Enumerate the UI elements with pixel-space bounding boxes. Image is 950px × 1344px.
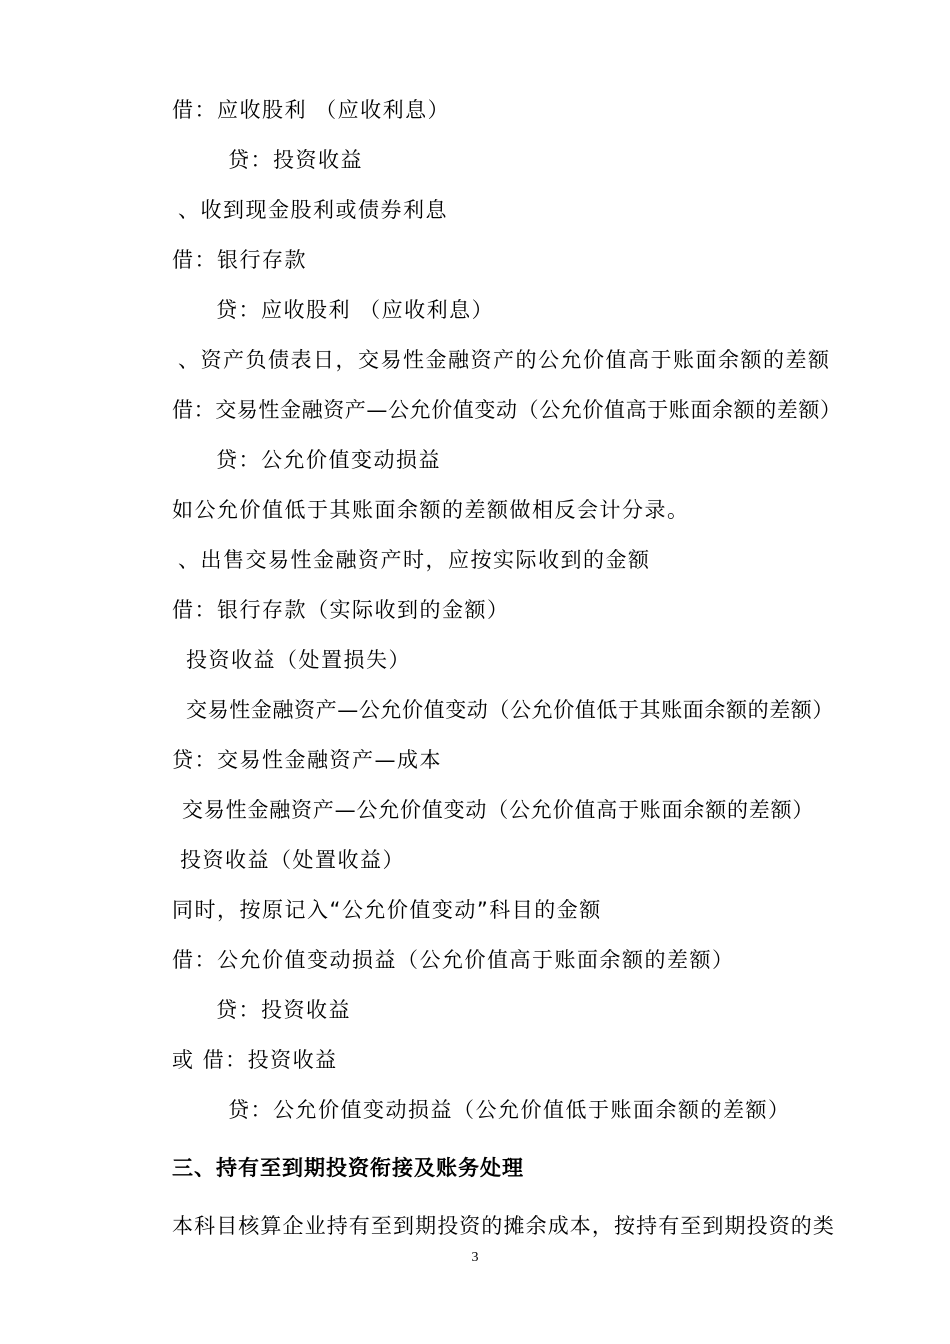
note-simultaneously: 同时，按原记入“公允价值变动”科目的金额	[172, 898, 602, 922]
journal-debit-fair-value-change: 借：交易性金融资产—公允价值变动（公允价值高于账面余额的差额）	[172, 398, 842, 422]
step-sell-financial-assets: 、出售交易性金融资产时，应按实际收到的金额	[178, 548, 651, 572]
journal-debit-fair-value-gain-loss: 借：公允价值变动损益（公允价值高于账面余额的差额）	[172, 948, 735, 972]
body-paragraph: 本科目核算企业持有至到期投资的摊余成本，按持有至到期投资的类	[172, 1214, 835, 1238]
journal-investment-loss: 投资收益（处置损失）	[186, 648, 411, 672]
journal-fair-value-change-higher: 交易性金融资产—公允价值变动（公允价值高于账面余额的差额）	[182, 798, 815, 822]
journal-credit-cost: 贷：交易性金融资产—成本	[172, 748, 442, 772]
journal-debit-bank-deposit-actual: 借：银行存款（实际收到的金额）	[172, 598, 510, 622]
journal-debit-bank-deposit: 借：银行存款	[172, 248, 307, 272]
journal-or-debit-investment-income: 或 借：投资收益	[172, 1048, 338, 1072]
journal-credit-investment-income: 贷：投资收益	[228, 148, 363, 172]
journal-credit-fair-value-gain-loss: 贷：公允价值变动损益	[216, 448, 441, 472]
journal-fair-value-change-lower: 交易性金融资产—公允价值变动（公允价值低于其账面余额的差额）	[186, 698, 834, 722]
journal-credit-dividends-receivable: 贷：应收股利 （应收利息）	[216, 298, 495, 322]
step-receive-cash-dividends: 、收到现金股利或债券利息	[178, 198, 448, 222]
journal-credit-investment-income-2: 贷：投资收益	[216, 998, 351, 1022]
section-heading: 三、持有至到期投资衔接及账务处理	[172, 1156, 524, 1180]
note-reverse-entry: 如公允价值低于其账面余额的差额做相反会计分录。	[172, 498, 690, 522]
step-balance-sheet-date: 、资产负债表日，交易性金融资产的公允价值高于账面余额的差额	[178, 348, 831, 372]
page-number: 3	[471, 1250, 479, 1265]
journal-debit-dividends-receivable: 借：应收股利 （应收利息）	[172, 98, 451, 122]
journal-investment-gain: 投资收益（处置收益）	[180, 848, 405, 872]
journal-credit-fair-value-gain-loss-lower: 贷：公允价值变动损益（公允价值低于账面余额的差额）	[228, 1098, 791, 1122]
